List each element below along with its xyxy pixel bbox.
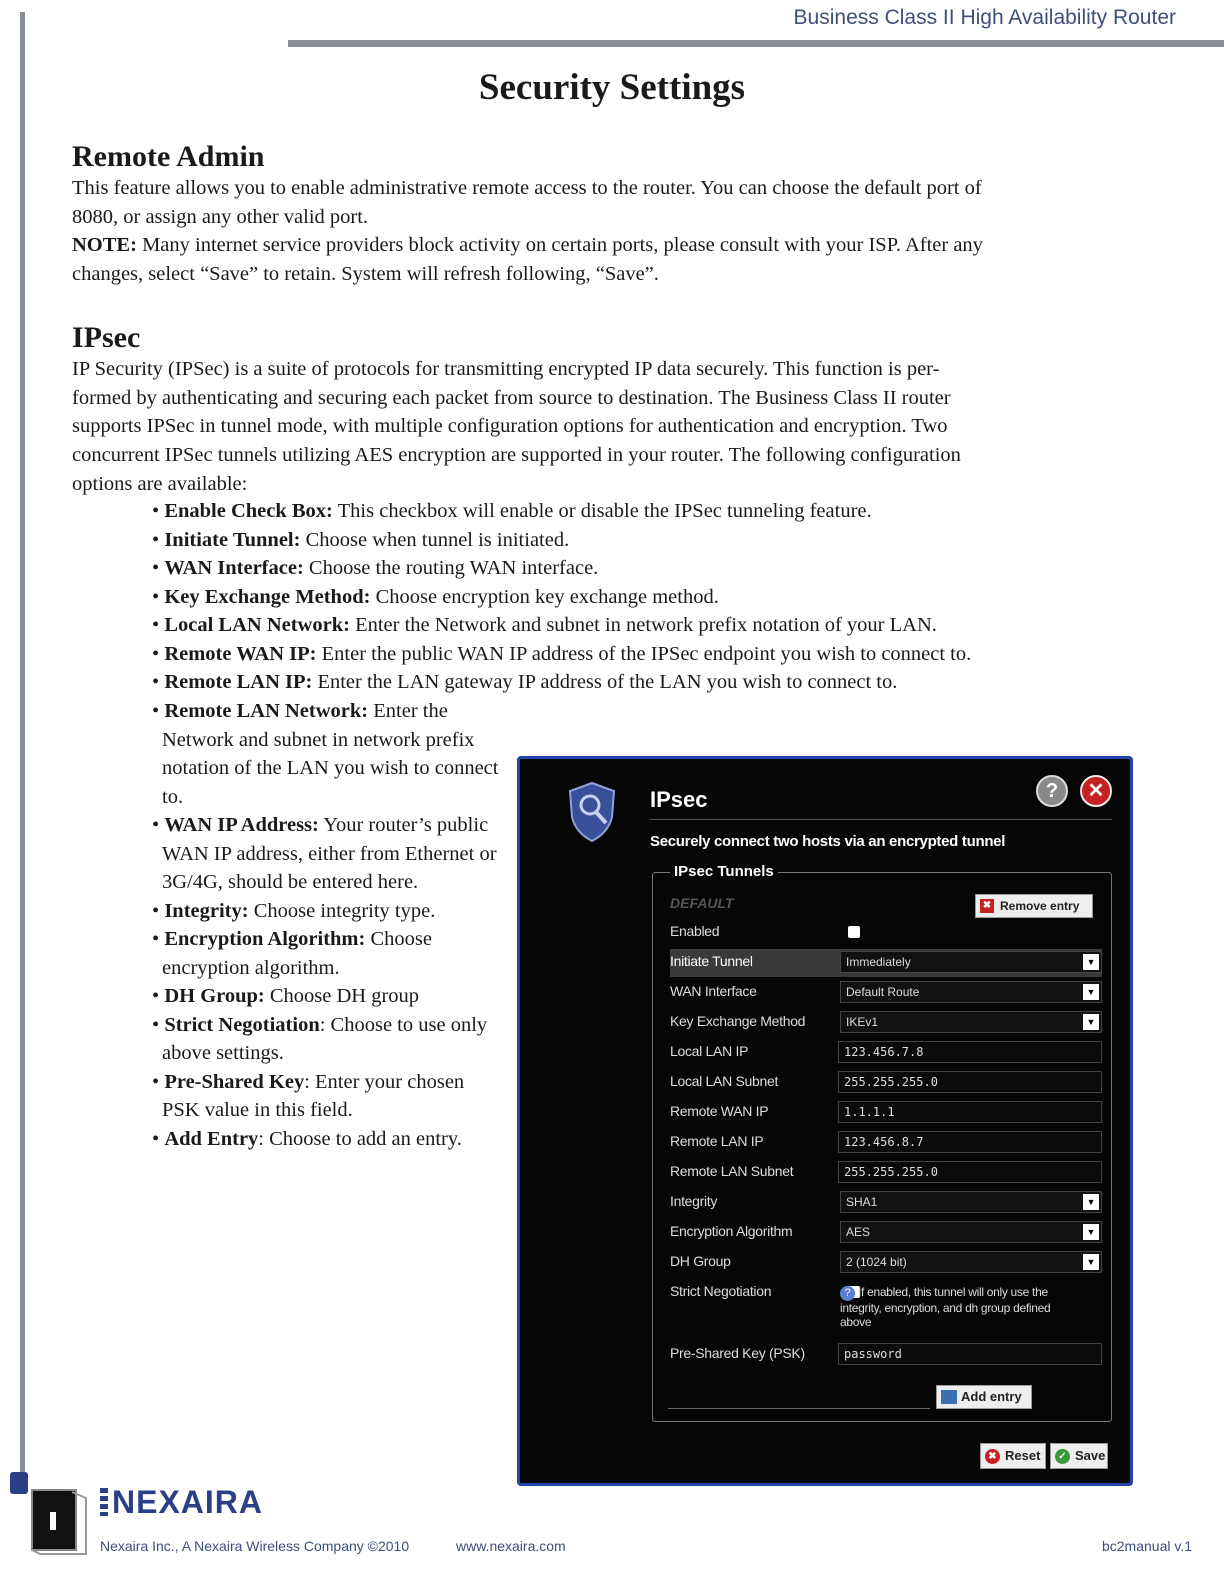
- check-icon: ✓: [1055, 1449, 1070, 1464]
- remote-admin-line-2: 8080, or assign any other valid port.: [72, 205, 369, 228]
- field-label: Integrity: [670, 1193, 718, 1209]
- local-lan-ip-input[interactable]: 123.456.7.8: [838, 1041, 1102, 1063]
- field-label: Key Exchange Method: [670, 1013, 806, 1029]
- ipsec-options-list-narrow: [152, 697, 504, 1153]
- footer-version: bc2manual v.1: [1101, 1538, 1192, 1554]
- ipsec-screenshot-panel: [517, 756, 1133, 1486]
- save-label: Save: [1075, 1448, 1106, 1463]
- row-encryption: [670, 1219, 1102, 1247]
- dh-group-select[interactable]: [840, 1251, 1102, 1273]
- chevron-down-icon: ▼: [1083, 954, 1099, 970]
- help-icon[interactable]: ?: [1036, 775, 1068, 807]
- logo-mark-icon: [100, 1488, 108, 1516]
- option-text: Choose the routing WAN interface.: [303, 557, 599, 579]
- row-dh-group: [670, 1249, 1102, 1277]
- chevron-down-icon: ▼: [1083, 984, 1099, 1000]
- option-label: Remote WAN IP:: [164, 642, 317, 665]
- ipsec-heading: IPsec: [72, 321, 141, 354]
- remote-wan-ip-input[interactable]: 1.1.1.1: [838, 1101, 1102, 1123]
- option-label: Local LAN Network:: [164, 614, 350, 636]
- remote-admin-line-1: This feature allows you to enable administrative remote access to the router. You can choose the default port of: [72, 177, 982, 199]
- ipsec-intro-line: options are available:: [72, 472, 248, 495]
- note-label: NOTE:: [72, 234, 137, 257]
- select-value: Default Route: [846, 985, 920, 999]
- remote-admin-note-line-2: changes, select “Save” to retain. System will refresh following, “Save”.: [72, 263, 659, 286]
- option-text: : Enter your chosen PSK value in this field.: [162, 1070, 465, 1121]
- ipsec-intro-line: IP Security (IPSec) is a suite of protocols for transmitting encrypted IP data securely. This function is per-: [72, 358, 940, 380]
- option-text: Choose integrity type.: [248, 899, 436, 922]
- default-label: DEFAULT: [670, 895, 734, 911]
- row-psk: [670, 1341, 1102, 1369]
- panel-title: IPsec: [650, 787, 708, 812]
- row-remote-wan-ip: [670, 1099, 1102, 1127]
- reset-button[interactable]: [980, 1443, 1046, 1469]
- option-text: Choose encryption algorithm.: [162, 928, 432, 979]
- save-button[interactable]: [1050, 1443, 1108, 1469]
- option-label: Add Entry: [164, 1127, 259, 1150]
- list-item: • Strict Negotiation: Choose to use only above settings.: [152, 1013, 488, 1064]
- list-item: • Remote LAN Network: Enter the Network and subnet in network prefix notation of the LAN you wish to connect to.: [152, 700, 499, 808]
- panel-divider: [650, 819, 1112, 820]
- field-label: Enabled: [670, 923, 720, 939]
- field-label: WAN Interface: [670, 983, 757, 999]
- remote-admin-heading: Remote Admin: [72, 140, 265, 173]
- option-text: : Choose to add an entry.: [258, 1127, 462, 1150]
- chevron-down-icon: ▼: [1083, 1254, 1099, 1270]
- field-label: Local LAN Subnet: [670, 1073, 779, 1089]
- fieldset-legend: IPsec Tunnels: [670, 863, 778, 880]
- help-icon[interactable]: ?: [840, 1286, 855, 1301]
- panel-subtitle: Securely connect two hosts via an encrypted tunnel: [650, 833, 1006, 850]
- list-item: • Enable Check Box: This checkbox will enable or disable the IPSec tunneling feature.: [152, 500, 872, 522]
- local-lan-subnet-input[interactable]: 255.255.255.0: [838, 1071, 1102, 1093]
- chevron-down-icon: ▼: [1083, 1224, 1099, 1240]
- row-initiate-tunnel: [670, 949, 1102, 977]
- option-label: Encryption Algorithm:: [164, 928, 366, 950]
- option-label: Strict Negotiation: [164, 1013, 320, 1036]
- field-label: Remote LAN Subnet: [670, 1163, 794, 1179]
- option-text: Choose DH group: [264, 985, 420, 1007]
- option-text: Choose when tunnel is initiated.: [300, 528, 570, 551]
- ipsec-intro: [72, 355, 1152, 499]
- option-label: Initiate Tunnel:: [164, 528, 301, 551]
- initiate-tunnel-select[interactable]: [840, 951, 1102, 973]
- remote-admin-body: [72, 174, 1152, 289]
- list-item: • WAN IP Address: Your router’s public WAN IP address, either from Ethernet or 3G/4G, should be entered here.: [152, 814, 497, 893]
- option-label: Remote LAN IP:: [164, 671, 313, 693]
- select-value: AES: [846, 1225, 871, 1239]
- field-label: Encryption Algorithm: [670, 1223, 793, 1239]
- option-text: This checkbox will enable or disable the IPSec tunneling feature.: [332, 500, 872, 522]
- option-text: Your router’s public WAN IP address, either from Ethernet or 3G/4G, should be entered here.: [162, 814, 497, 893]
- note-text: Many internet service providers block activity on certain ports, please consult with your ISP. After any: [136, 234, 983, 257]
- strict-negotiation-help: [840, 1285, 1080, 1329]
- add-icon: [941, 1390, 957, 1404]
- option-label: WAN IP Address:: [164, 814, 319, 836]
- ipsec-intro-line: formed by authenticating and securing each packet from source to destination. The Business Class II router: [72, 386, 951, 409]
- add-entry-field[interactable]: [668, 1387, 930, 1409]
- option-text: : Choose to use only above settings.: [162, 1013, 488, 1064]
- list-item: • DH Group: Choose DH group: [152, 985, 420, 1007]
- option-label: Key Exchange Method:: [164, 585, 371, 608]
- option-text: Enter the Network and subnet in network prefix notation of your LAN.: [349, 614, 937, 636]
- select-value: IKEv1: [846, 1015, 879, 1029]
- add-entry-button[interactable]: [936, 1385, 1032, 1409]
- remote-admin-note-line-1: [72, 231, 1152, 260]
- field-label: Pre-Shared Key (PSK): [670, 1345, 805, 1361]
- chevron-down-icon: ▼: [1083, 1014, 1099, 1030]
- option-label: Integrity:: [164, 899, 249, 922]
- header-rule: [288, 40, 1224, 47]
- field-label: Remote LAN IP: [670, 1133, 764, 1149]
- list-item: • Remote LAN IP: Enter the LAN gateway IP address of the LAN you wish to connect to.: [152, 671, 898, 693]
- field-label: Initiate Tunnel: [670, 953, 753, 969]
- option-text: Enter the public WAN IP address of the IPSec endpoint you wish to connect to.: [316, 642, 972, 665]
- row-integrity: [670, 1189, 1102, 1217]
- row-key-exchange: [670, 1009, 1102, 1037]
- list-item: • Encryption Algorithm: Choose encryption algorithm.: [152, 928, 432, 979]
- list-item: • Remote WAN IP: Enter the public WAN IP address of the IPSec endpoint you wish to connect to.: [152, 642, 972, 665]
- list-item: • Add Entry: Choose to add an entry.: [152, 1127, 462, 1150]
- list-item: • Initiate Tunnel: Choose when tunnel is initiated.: [152, 528, 570, 551]
- list-item: • WAN Interface: Choose the routing WAN interface.: [152, 557, 599, 579]
- field-label: DH Group: [670, 1253, 731, 1269]
- footer-company: Nexaira Inc., A Nexaira Wireless Company ©2010: [100, 1538, 410, 1554]
- option-label: Remote LAN Network:: [164, 700, 369, 722]
- ipsec-options-list: [152, 497, 1152, 697]
- row-local-lan-ip: [670, 1039, 1102, 1067]
- option-label: WAN Interface:: [164, 557, 304, 579]
- field-label: Remote WAN IP: [670, 1103, 769, 1119]
- row-wan-interface: [670, 979, 1102, 1007]
- option-text: Enter the Network and subnet in network prefix notation of the LAN you wish to connect to.: [162, 700, 499, 808]
- remove-entry-label: Remove entry: [1000, 899, 1080, 913]
- select-value: SHA1: [846, 1195, 878, 1209]
- add-entry-label: Add entry: [961, 1389, 1022, 1404]
- psk-input[interactable]: password: [838, 1343, 1102, 1365]
- encryption-select[interactable]: [840, 1221, 1102, 1243]
- remove-icon: ✖: [980, 899, 994, 913]
- enabled-checkbox[interactable]: [848, 926, 860, 938]
- shield-icon: [568, 781, 616, 843]
- row-local-lan-subnet: [670, 1069, 1102, 1097]
- logo-text: NEXAIRA: [112, 1484, 264, 1520]
- remove-entry-button[interactable]: [975, 894, 1093, 918]
- list-item: • Local LAN Network: Enter the Network and subnet in network prefix notation of your LAN.: [152, 614, 937, 636]
- row-enabled: [670, 919, 1102, 947]
- list-item: • Key Exchange Method: Choose encryption key exchange method.: [152, 585, 719, 608]
- page-title: Security Settings: [478, 67, 746, 108]
- nexaira-logo: [100, 1484, 263, 1521]
- select-value: 2 (1024 bit): [846, 1255, 907, 1269]
- field-label: Local LAN IP: [670, 1043, 749, 1059]
- select-value: Immediately: [846, 955, 911, 969]
- option-label: Pre-Shared Key: [164, 1070, 305, 1093]
- chevron-down-icon: ▼: [1083, 1194, 1099, 1210]
- row-remote-lan-subnet: [670, 1159, 1102, 1187]
- remote-lan-subnet-input[interactable]: 255.255.255.0: [838, 1161, 1102, 1183]
- integrity-select[interactable]: [840, 1191, 1102, 1213]
- row-remote-lan-ip: [670, 1129, 1102, 1157]
- page-corner-icon: [10, 1472, 90, 1562]
- option-label: Enable Check Box:: [164, 500, 333, 522]
- close-icon[interactable]: ✕: [1080, 775, 1112, 807]
- reset-icon: ✖: [985, 1449, 1000, 1464]
- field-label: Strict Negotiation: [670, 1283, 772, 1299]
- list-item: • Integrity: Choose integrity type.: [152, 899, 436, 922]
- header-title: Business Class II High Availability Router: [793, 6, 1176, 29]
- wan-interface-select[interactable]: [840, 981, 1102, 1003]
- option-text: Choose encryption key exchange method.: [370, 585, 719, 608]
- footer-website[interactable]: www.nexaira.com: [456, 1538, 566, 1554]
- ipsec-intro-line: concurrent IPSec tunnels utilizing AES encryption are supported in your router. The following configuration: [72, 444, 961, 467]
- ipsec-intro-line: supports IPSec in tunnel mode, with multiple configuration options for authentication and encryption. Two: [72, 415, 948, 438]
- list-item: • Pre-Shared Key: Enter your chosen PSK value in this field.: [152, 1070, 465, 1121]
- option-label: DH Group:: [164, 985, 265, 1007]
- remote-lan-ip-input[interactable]: 123.456.8.7: [838, 1131, 1102, 1153]
- option-text: Enter the LAN gateway IP address of the LAN you wish to connect to.: [312, 671, 898, 693]
- reset-label: Reset: [1005, 1448, 1041, 1463]
- key-exchange-select[interactable]: [840, 1011, 1102, 1033]
- strict-negotiation-note: If enabled, this tunnel will only use the integrity, encryption, and dh group defined above: [840, 1285, 1051, 1329]
- left-margin-rule: [20, 12, 25, 1482]
